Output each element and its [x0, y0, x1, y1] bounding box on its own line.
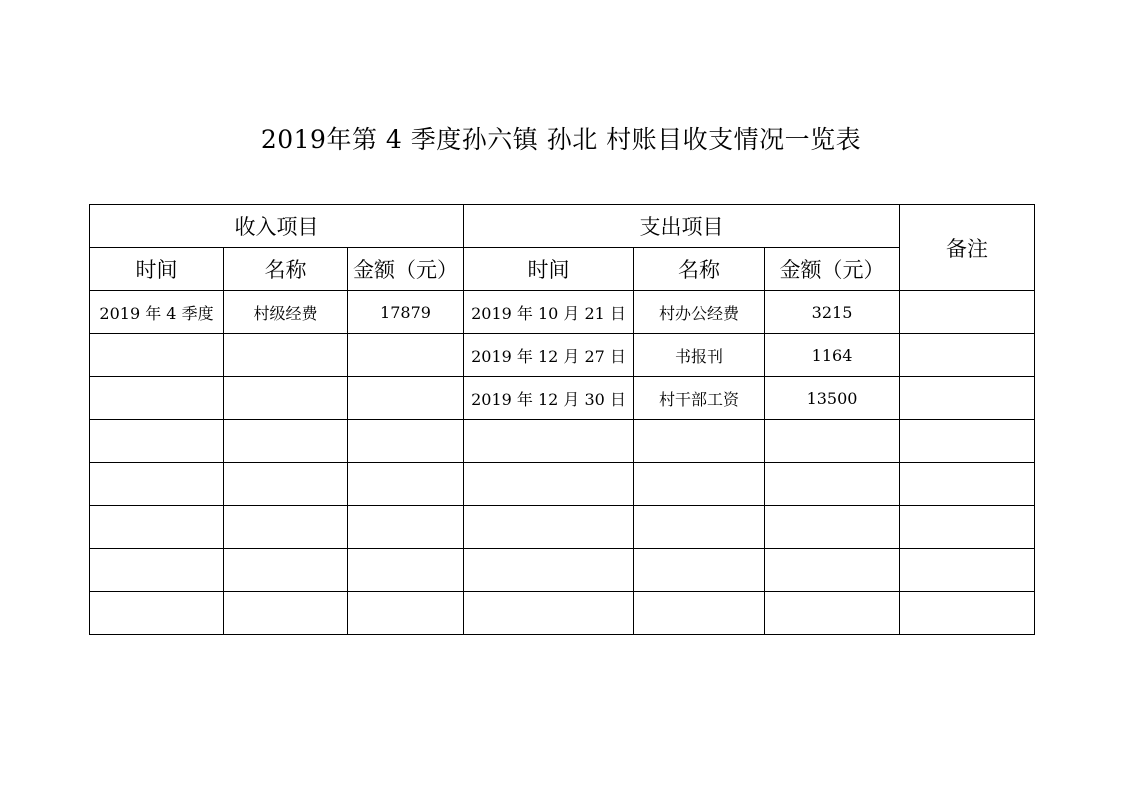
income-name-cell: [224, 506, 348, 549]
expense-time-cell: [464, 549, 634, 592]
remark-cell: [900, 334, 1035, 377]
group-header-row: [90, 205, 1035, 248]
expense-name-header: 名称: [634, 248, 765, 291]
expense-name-cell: 书报刊: [634, 334, 765, 377]
remark-cell: [900, 377, 1035, 420]
income-time-cell: [90, 420, 224, 463]
remark-cell: [900, 291, 1035, 334]
table-row: [90, 549, 1035, 592]
expense-name-cell: [634, 592, 765, 635]
expense-time-cell: 2019 年 10 月 21 日: [464, 291, 634, 334]
income-name-cell: [224, 377, 348, 420]
expense-amount-cell: [765, 506, 900, 549]
document-title: 2019年第 4 季度孙六镇 孙北 村账目收支情况一览表: [260, 125, 862, 154]
income-name-cell: [224, 592, 348, 635]
income-time-cell: [90, 377, 224, 420]
expense-name-cell: 村干部工资: [634, 377, 765, 420]
remark-header: 备注: [900, 205, 1035, 291]
expense-time-cell: 2019 年 12 月 30 日: [464, 377, 634, 420]
table-row: [90, 334, 1035, 377]
column-header-row: [90, 248, 1035, 291]
income-amount-cell: 17879: [348, 291, 464, 334]
remark-cell: [900, 549, 1035, 592]
expense-name-cell: [634, 549, 765, 592]
expense-amount-cell: 3215: [765, 291, 900, 334]
income-name-cell: [224, 420, 348, 463]
income-amount-cell: [348, 549, 464, 592]
income-time-cell: [90, 592, 224, 635]
income-name-header: 名称: [224, 248, 348, 291]
expense-name-cell: [634, 420, 765, 463]
expense-name-cell: 村办公经费: [634, 291, 765, 334]
table-row: [90, 592, 1035, 635]
income-time-cell: [90, 463, 224, 506]
income-amount-cell: [348, 463, 464, 506]
expense-amount-cell: [765, 592, 900, 635]
table-row: [90, 463, 1035, 506]
table-row: [90, 377, 1035, 420]
expense-time-cell: [464, 463, 634, 506]
expense-name-cell: [634, 463, 765, 506]
income-time-header: 时间: [90, 248, 224, 291]
income-name-cell: [224, 463, 348, 506]
remark-cell: [900, 420, 1035, 463]
remark-cell: [900, 506, 1035, 549]
expense-amount-cell: 1164: [765, 334, 900, 377]
remark-cell: [900, 463, 1035, 506]
income-amount-cell: [348, 334, 464, 377]
expense-name-cell: [634, 506, 765, 549]
income-time-cell: [90, 506, 224, 549]
expense-amount-cell: [765, 463, 900, 506]
table-row: [90, 420, 1035, 463]
income-time-cell: [90, 334, 224, 377]
expense-time-header: 时间: [464, 248, 634, 291]
income-name-cell: [224, 549, 348, 592]
expense-group-header: 支出项目: [464, 205, 900, 248]
expense-amount-cell: 13500: [765, 377, 900, 420]
income-name-cell: 村级经费: [224, 291, 348, 334]
expense-time-cell: 2019 年 12 月 27 日: [464, 334, 634, 377]
income-amount-header: 金额（元）: [348, 248, 464, 291]
income-time-cell: 2019 年 4 季度: [90, 291, 224, 334]
income-name-cell: [224, 334, 348, 377]
expense-amount-cell: [765, 549, 900, 592]
expense-time-cell: [464, 592, 634, 635]
table-row: [90, 291, 1035, 334]
income-time-cell: [90, 549, 224, 592]
income-amount-cell: [348, 420, 464, 463]
remark-cell: [900, 592, 1035, 635]
income-amount-cell: [348, 592, 464, 635]
expense-time-cell: [464, 506, 634, 549]
table-row: [90, 506, 1035, 549]
ledger-table: [89, 204, 1035, 635]
income-amount-cell: [348, 377, 464, 420]
income-amount-cell: [348, 506, 464, 549]
expense-amount-cell: [765, 420, 900, 463]
income-group-header: 收入项目: [90, 205, 464, 248]
expense-time-cell: [464, 420, 634, 463]
expense-amount-header: 金额（元）: [765, 248, 900, 291]
